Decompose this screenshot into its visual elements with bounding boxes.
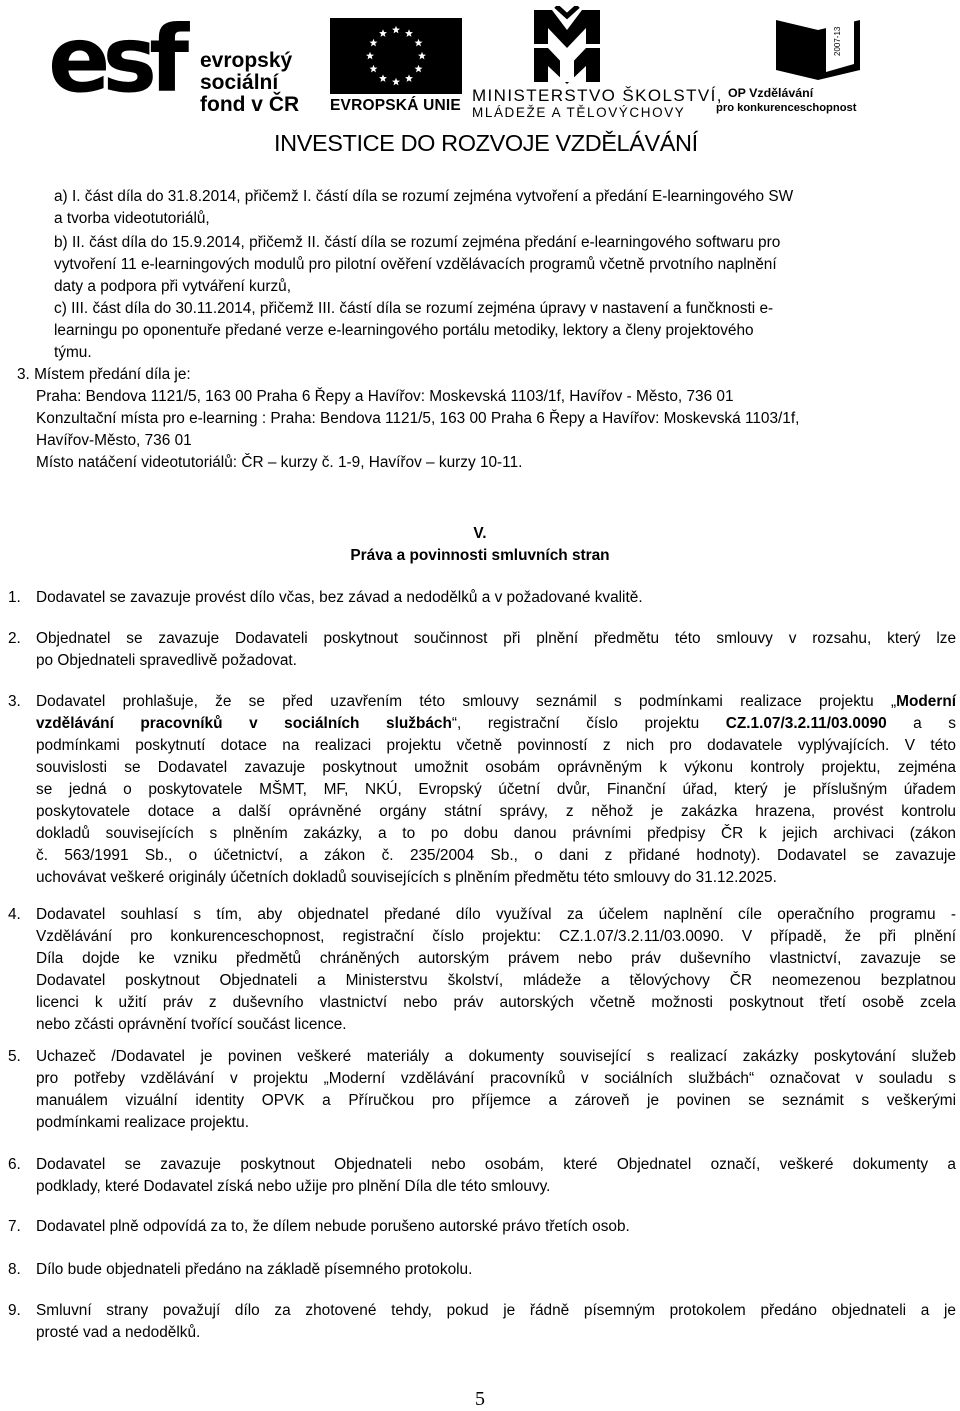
esf-logo bbox=[48, 6, 318, 116]
opvk-name-line1: OP Vzdělávání bbox=[728, 86, 814, 100]
point-number-4: 4. bbox=[8, 906, 21, 923]
project-name-part1: Moderní bbox=[896, 693, 956, 710]
point-number-2: 2. bbox=[8, 630, 21, 647]
point-4-line5: licenci k užití práv z duševního vlastnictví nebo práv autorských včetně možnosti poskytnout třetí osobě zcela bbox=[36, 994, 956, 1011]
point-4-line1: Dodavatel souhlasí s tím, aby objednatel předané dílo využíval za účelem naplnění cíle operačního programu - bbox=[36, 906, 956, 923]
point-number-7: 7. bbox=[8, 1218, 21, 1235]
point-2-line1: Objednatel se zavazuje Dodavateli poskytnout součinnost při plnění předmětu této smlouvy v rozsahu, který lze bbox=[36, 630, 956, 647]
project-reg-number: CZ.1.07/3.2.11/03.0090 bbox=[725, 715, 887, 732]
place-line-4: Havířov-Město, 736 01 bbox=[36, 432, 192, 449]
point-5-line2: pro potřeby vzdělávání v projektu „Moderní vzdělávání pracovníků v sociálních službách“ označovat v souladu s bbox=[36, 1070, 956, 1087]
point-number-5: 5. bbox=[8, 1048, 21, 1065]
point-3-line2-mid: “, registrační číslo projektu bbox=[451, 715, 726, 732]
item-a-line2: a tvorba videotutoriálů, bbox=[54, 210, 210, 227]
point-2-line2: po Objednateli spravedlivě požadovat. bbox=[36, 652, 297, 669]
place-line-3: Konzultační místa pro e-learning : Praha: Bendova 1121/5, 163 00 Praha 6 Řepy a Havířov: Moskevská 1103/1f, bbox=[36, 410, 800, 427]
point-5-line3: manuálem vizuální identity OPVK a Příručkou pro příjemce a zároveň je povinen se seznámit s veškerými bbox=[36, 1092, 956, 1109]
section-number: V. bbox=[473, 525, 487, 542]
point-number-1: 1. bbox=[8, 589, 21, 606]
point-4-line4: Dodavatel poskytnout Objednateli a Ministerstvu školství, mládeže a tělovýchovy ČR neomezenou bezplatnou bbox=[36, 972, 956, 989]
item-b-line2: vytvoření 11 e-learningových modulů pro pilotní ověření vzdělávacích programů včetně prvotního naplnění bbox=[54, 256, 777, 273]
esf-logo-letters: esf bbox=[48, 6, 182, 113]
msmt-name-line1: MINISTERSTVO ŠKOLSTVÍ, bbox=[472, 86, 723, 105]
point-number-6: 6. bbox=[8, 1156, 21, 1173]
point-5-line1: Uchazeč /Dodavatel je povinen veškeré materiály a dokumenty související s realizací zakázky poskytování služeb bbox=[36, 1048, 956, 1065]
point-5-line4: podmínkami realizace projektu. bbox=[36, 1114, 250, 1131]
item-c-line1: c) III. část díla do 30.11.2014, přičemž III. částí díla se rozumí zejména úpravy v nastavení a funčknosti e- bbox=[54, 300, 774, 317]
eu-label: EVROPSKÁ UNIE bbox=[330, 97, 461, 114]
page-header bbox=[0, 0, 960, 170]
point-3-line5: se jedná o poskytovatele MŠMT, MF, NKÚ, Evropský účetní dvůr, Finanční úřad, který je příslušným úřadem bbox=[36, 781, 956, 798]
item-c-line2: learningu po oponentuře předané verze e-learningového portálu metodiky, lektory a členy projektového bbox=[54, 322, 754, 339]
point-3-line1-text: Dodavatel prohlašuje, že se před uzavřením této smlouvy seznámil s podmínkami realizace projektu „ bbox=[36, 693, 897, 710]
point-number-3: 3. bbox=[8, 693, 21, 710]
eu-flag-icon bbox=[330, 18, 462, 94]
place-line-5: Místo natáčení videotutoriálů: ČR – kurzy č. 1-9, Havířov – kurzy 10-11. bbox=[36, 454, 523, 471]
point-9-line1: Smluvní strany považují dílo za zhotovené tehdy, pokud je řádně písemným protokolem předáno objednateli a je bbox=[36, 1302, 956, 1319]
point-3-line7: dokladů souvisejících s plněním zakázky, a to po dobu danou právními předpisy ČR k jejich archivaci (zákon bbox=[36, 825, 956, 842]
msmt-name-line2: MLÁDEŽE A TĚLOVÝCHOVY bbox=[472, 105, 686, 120]
place-line-2: Praha: Bendova 1121/5, 163 00 Praha 6 Řepy a Havířov: Moskevská 1103/1f, Havířov - Město, 736 01 bbox=[36, 388, 734, 405]
investice-slogan: INVESTICE DO ROZVOJE VZDĚLÁVÁNÍ bbox=[274, 130, 698, 156]
esf-word-2: sociální bbox=[200, 71, 279, 94]
point-6-line2: podklady, které Dodavatel získá nebo užije pro plnění Díla dle této smlouvy. bbox=[36, 1178, 551, 1195]
item-a-line1: a) I. část díla do 31.8.2014, přičemž I. částí díla se rozumí zejména vytvoření a předání E-learningového SW bbox=[54, 188, 794, 205]
page-number: 5 bbox=[475, 1388, 485, 1410]
section-title: Práva a povinnosti smluvních stran bbox=[350, 547, 610, 564]
esf-logo-text bbox=[200, 50, 299, 116]
item-b-line3: daty a podpora při vytváření kurzů, bbox=[54, 278, 291, 295]
point-number-8: 8. bbox=[8, 1261, 21, 1278]
point-3-line8: č. 563/1991 Sb., o účetnictví, a zákon č. 235/2004 Sb., o dani z přidané hodnoty). Dodavatel se zavazuje bbox=[36, 847, 956, 864]
point-3-line3: podmínkami poskytnutí dotace na realizaci projektu včetně povinností z nich pro dodavatele vyplývajících. V této bbox=[36, 737, 956, 754]
point-3-line4: souvislosti se Dodavatel zavazuje poskytnout umožnit osobám oprávněným k výkonu kontroly projektu, zejména bbox=[36, 759, 956, 776]
point-3-line9: uchovávat veškeré originály účetních dokladů souvisejících s plněním předmětu této smlouvy do 31.12.2025. bbox=[36, 869, 777, 886]
item-c-line3: týmu. bbox=[54, 344, 92, 361]
point-8-text: Dílo bude objednateli předáno na základě písemného protokolu. bbox=[36, 1261, 473, 1278]
point-3-line2-end: a s bbox=[886, 715, 956, 732]
opvk-name-line2: pro konkurenceschopnost bbox=[716, 102, 857, 114]
point-4-line6: nebo zčásti oprávnění tvořící součást licence. bbox=[36, 1016, 347, 1033]
msmt-mark-icon bbox=[530, 6, 604, 84]
project-name-part2: vzdělávání pracovníků v sociálních službách bbox=[36, 715, 452, 732]
item-b-line1: b) II. část díla do 15.9.2014, přičemž II. částí díla se rozumí zejména předání e-learningového softwaru pro bbox=[54, 234, 781, 251]
point-3-line1 bbox=[36, 693, 956, 711]
point-4-line3: Díla dojde ke vzniku předmětů chráněných autorským právem nebo práv duševního vlastnictví, zavazuje se bbox=[36, 950, 956, 967]
opvk-book-icon bbox=[768, 6, 868, 84]
esf-word-3: fond v ČR bbox=[200, 93, 300, 116]
point-1-text: Dodavatel se zavazuje provést dílo včas, bez závad a nedodělků a v požadované kvalitě. bbox=[36, 589, 643, 606]
place-heading: 3. Místem předání díla je: bbox=[17, 366, 191, 383]
point-7-text: Dodavatel plně odpovídá za to, že dílem nebude porušeno autorské právo třetích osob. bbox=[36, 1218, 630, 1235]
point-9-line2: prosté vad a nedodělků. bbox=[36, 1324, 201, 1341]
opvk-years: 2007-13 bbox=[833, 26, 842, 56]
point-number-9: 9. bbox=[8, 1302, 21, 1319]
esf-word-1: evropský bbox=[200, 49, 293, 72]
msmt-logo bbox=[472, 6, 723, 121]
point-4-line2: Vzdělávání pro konkurenceschopnost, registrační číslo projektu: CZ.1.07/3.2.11/03.0090. V případě, že při plnění bbox=[36, 928, 956, 945]
eu-logo bbox=[330, 18, 462, 116]
point-3-line2 bbox=[36, 715, 956, 733]
point-3-line6: poskytovatele dotace a další oprávněné orgány státní správy, z něhož je zakázka hrazena, provést kontrolu bbox=[36, 803, 956, 820]
point-6-line1: Dodavatel se zavazuje poskytnout Objednateli nebo osobám, které Objednatel označí, veškeré dokumenty a bbox=[36, 1156, 956, 1173]
opvk-logo bbox=[716, 6, 906, 124]
